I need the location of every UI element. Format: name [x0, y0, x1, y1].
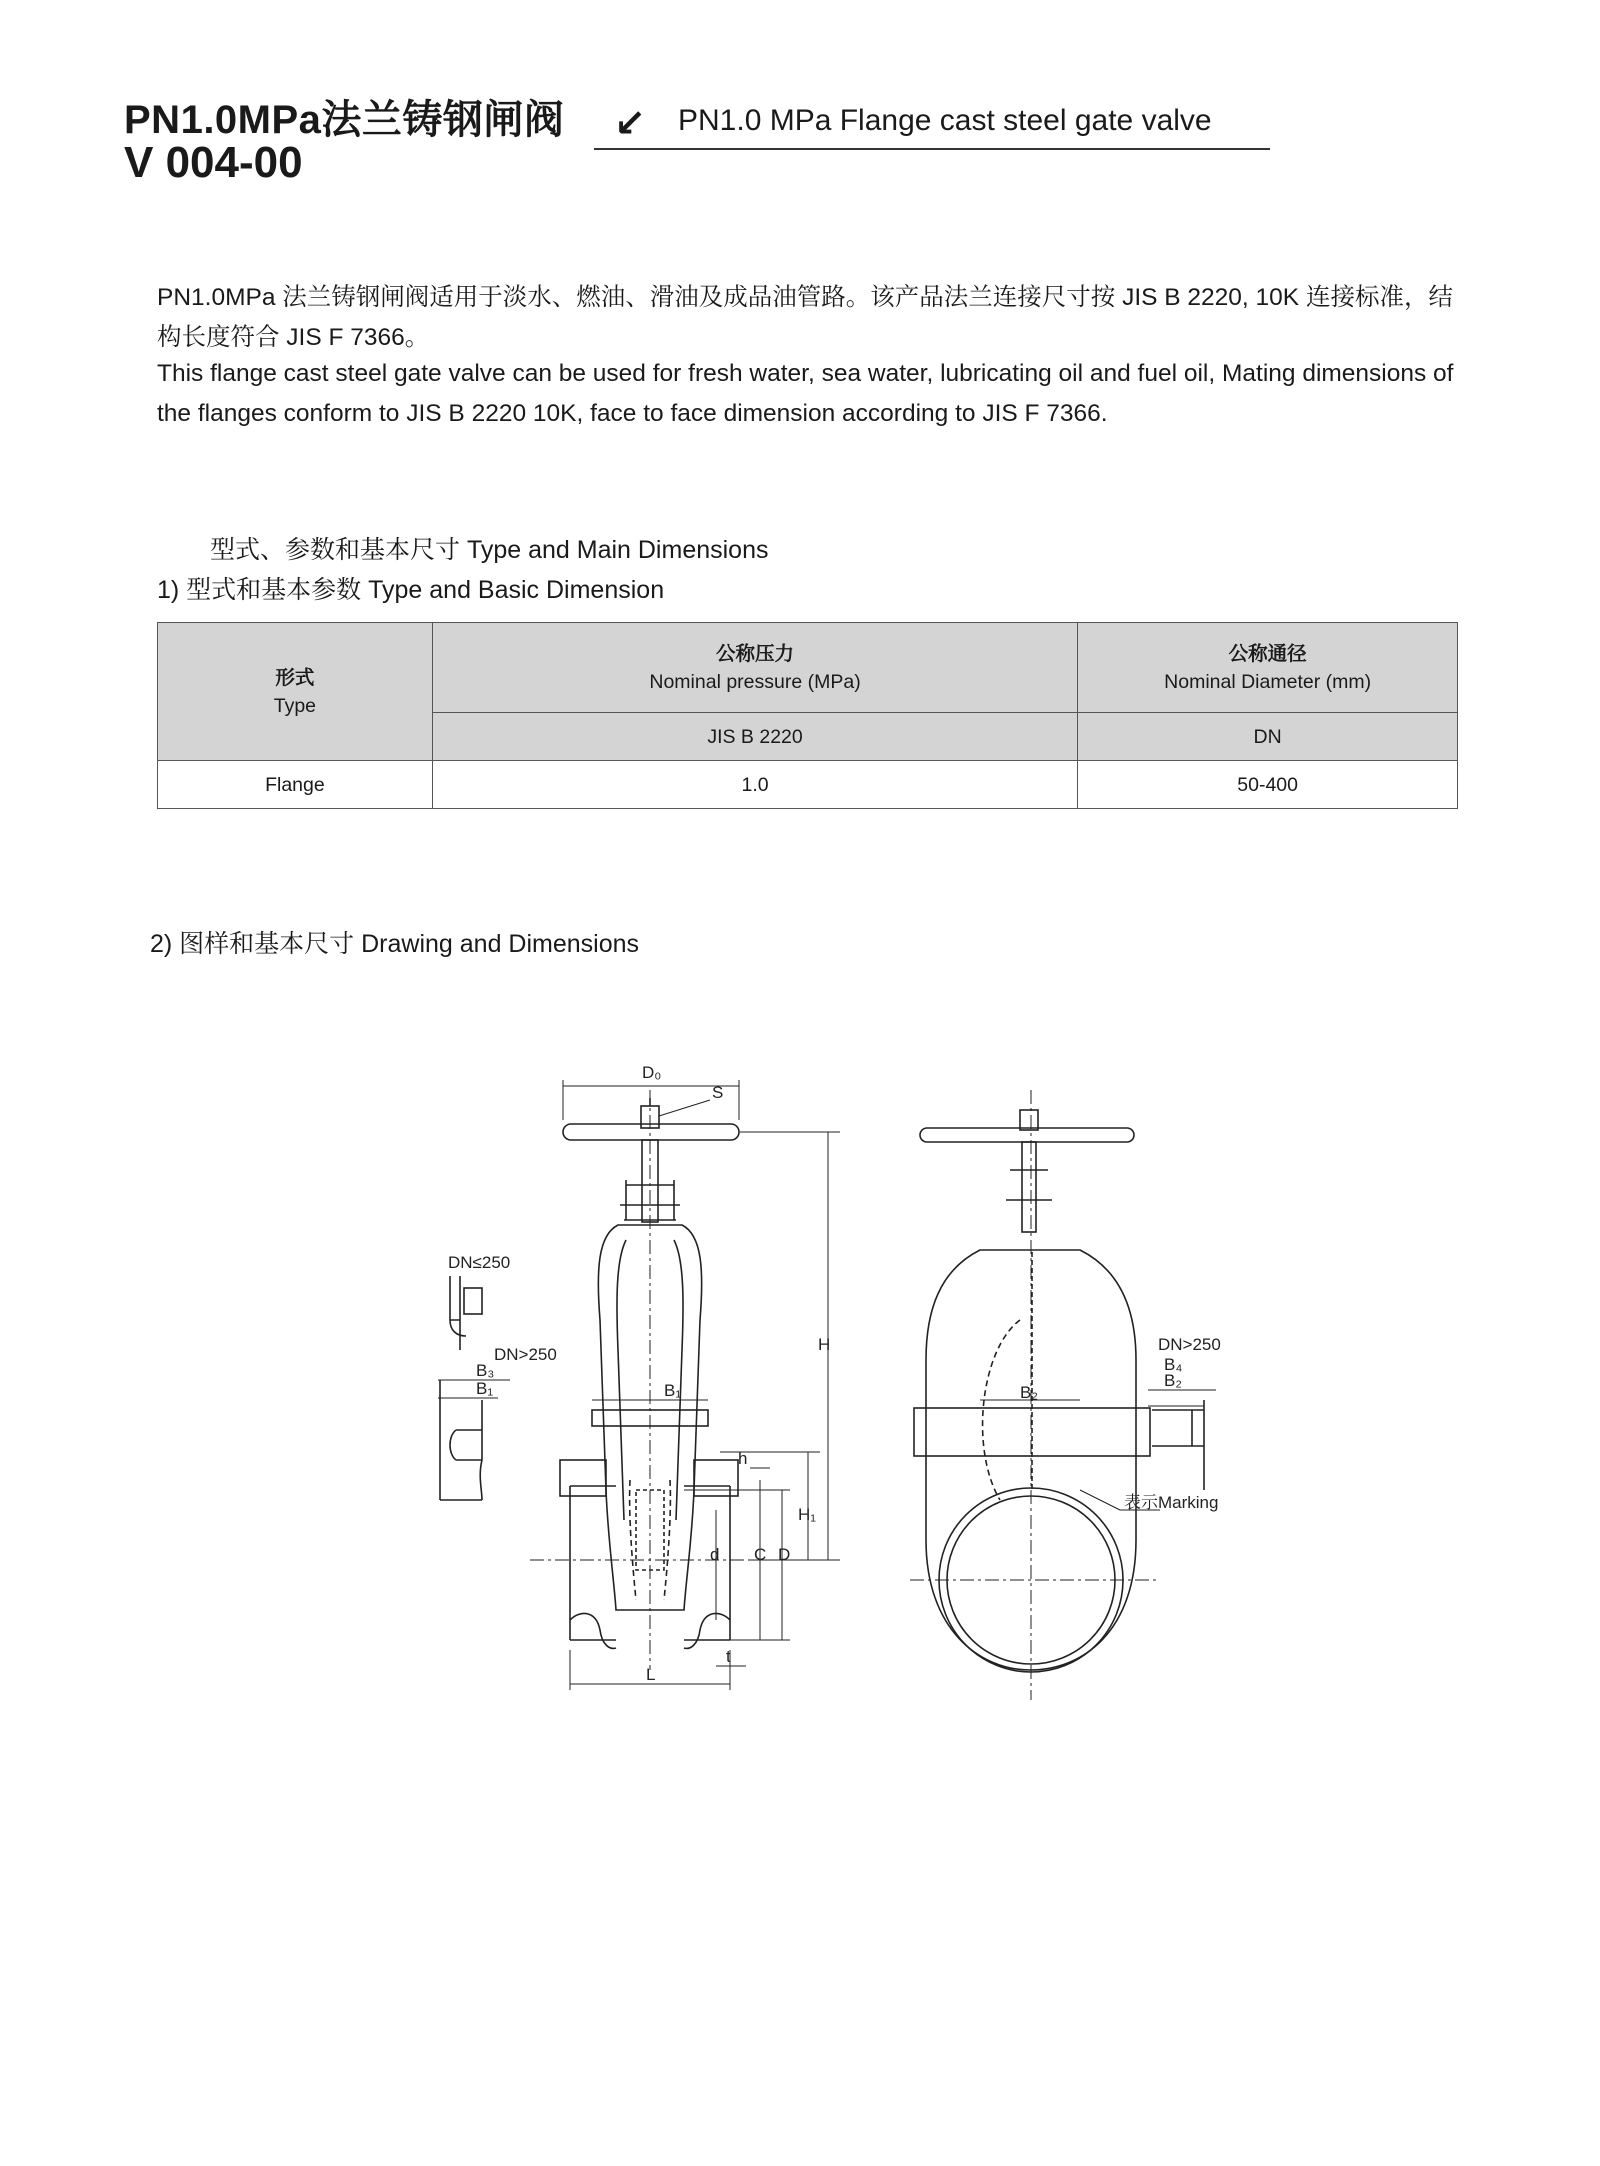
label-dn-gt-250-left: DN>250	[494, 1345, 557, 1364]
label-dn-le-250: DN≤250	[448, 1253, 511, 1272]
header-diameter-cn: 公称通径	[1228, 642, 1307, 665]
title-en-block	[594, 100, 1270, 150]
label-b2-inset: B₂	[1164, 1371, 1182, 1390]
label-d-upper: D	[778, 1545, 791, 1564]
header-type-en: Type	[273, 694, 317, 717]
detail-insets-left	[438, 1276, 510, 1500]
label-s: S	[712, 1083, 724, 1102]
header-pressure-cn: 公称压力	[716, 642, 795, 665]
page-title-cn: PN1.0MPa法兰铸钢闸阀	[124, 98, 565, 142]
detail-inset-right	[1148, 1390, 1216, 1490]
label-b1: B₁	[664, 1381, 682, 1400]
intro-paragraph-en: This flange cast steel gate valve can be used for fresh water, sea water, lubricating oil and fuel oil, Mating dimensions of the flanges conform to JIS B 2220 10K, face to face dimension according to JIS F 7366.	[157, 360, 1454, 427]
label-l: L	[646, 1665, 656, 1684]
section-title: 型式、参数和基本尺寸 Type and Main Dimensions	[210, 536, 769, 564]
model-code: V 004-00	[124, 138, 303, 187]
cell-diameter: 50-400	[1078, 761, 1458, 809]
header-type-cn: 形式	[275, 666, 315, 689]
label-h1: H₁	[798, 1505, 817, 1524]
header-pressure-en: Nominal pressure (MPa)	[649, 670, 861, 693]
label-b3: B₃	[476, 1361, 495, 1380]
front-view	[530, 1080, 840, 1690]
label-h-small: h	[738, 1449, 748, 1468]
table-header-row	[158, 623, 1458, 713]
label-marking: 表示Marking	[1124, 1493, 1219, 1512]
label-t: t	[726, 1647, 731, 1666]
label-d0: D₀	[642, 1063, 662, 1082]
subsection-type-basic: 1) 型式和基本参数 Type and Basic Dimension	[157, 576, 665, 604]
cell-pressure: 1.0	[432, 761, 1077, 809]
label-d-lower: d	[710, 1545, 720, 1564]
label-b2: B₂	[1020, 1383, 1038, 1402]
arrow-down-left-icon: ↙	[614, 103, 646, 145]
label-b4: B₄	[1164, 1355, 1183, 1374]
page-title-en: PN1.0 MPa Flange cast steel gate valve	[678, 104, 1212, 137]
label-c: C	[754, 1545, 767, 1564]
cell-type: Flange	[158, 761, 433, 809]
header-diameter	[1078, 623, 1458, 713]
table-row	[158, 761, 1458, 809]
header-pressure	[432, 623, 1077, 713]
header-pressure-standard: JIS B 2220	[432, 713, 1077, 761]
valve-drawing	[420, 1020, 1280, 1720]
handwheel	[563, 1124, 739, 1140]
label-h: H	[818, 1335, 831, 1354]
header-diameter-en: Nominal Diameter (mm)	[1164, 670, 1372, 693]
subsection-drawing: 2) 图样和基本尺寸 Drawing and Dimensions	[150, 930, 640, 958]
intro-paragraph-cn: PN1.0MPa 法兰铸钢闸阀适用于淡水、燃油、滑油及成品油管路。该产品法兰连接尺寸按 JIS B 2220, 10K 连接标准，结构长度符合 JIS F 7366。	[157, 284, 1453, 351]
header-type	[158, 623, 433, 761]
label-dn-gt-250-right: DN>250	[1158, 1335, 1221, 1354]
spec-table	[157, 622, 1458, 809]
header-diameter-standard: DN	[1078, 713, 1458, 761]
label-b1-inset: B₁	[476, 1379, 494, 1398]
